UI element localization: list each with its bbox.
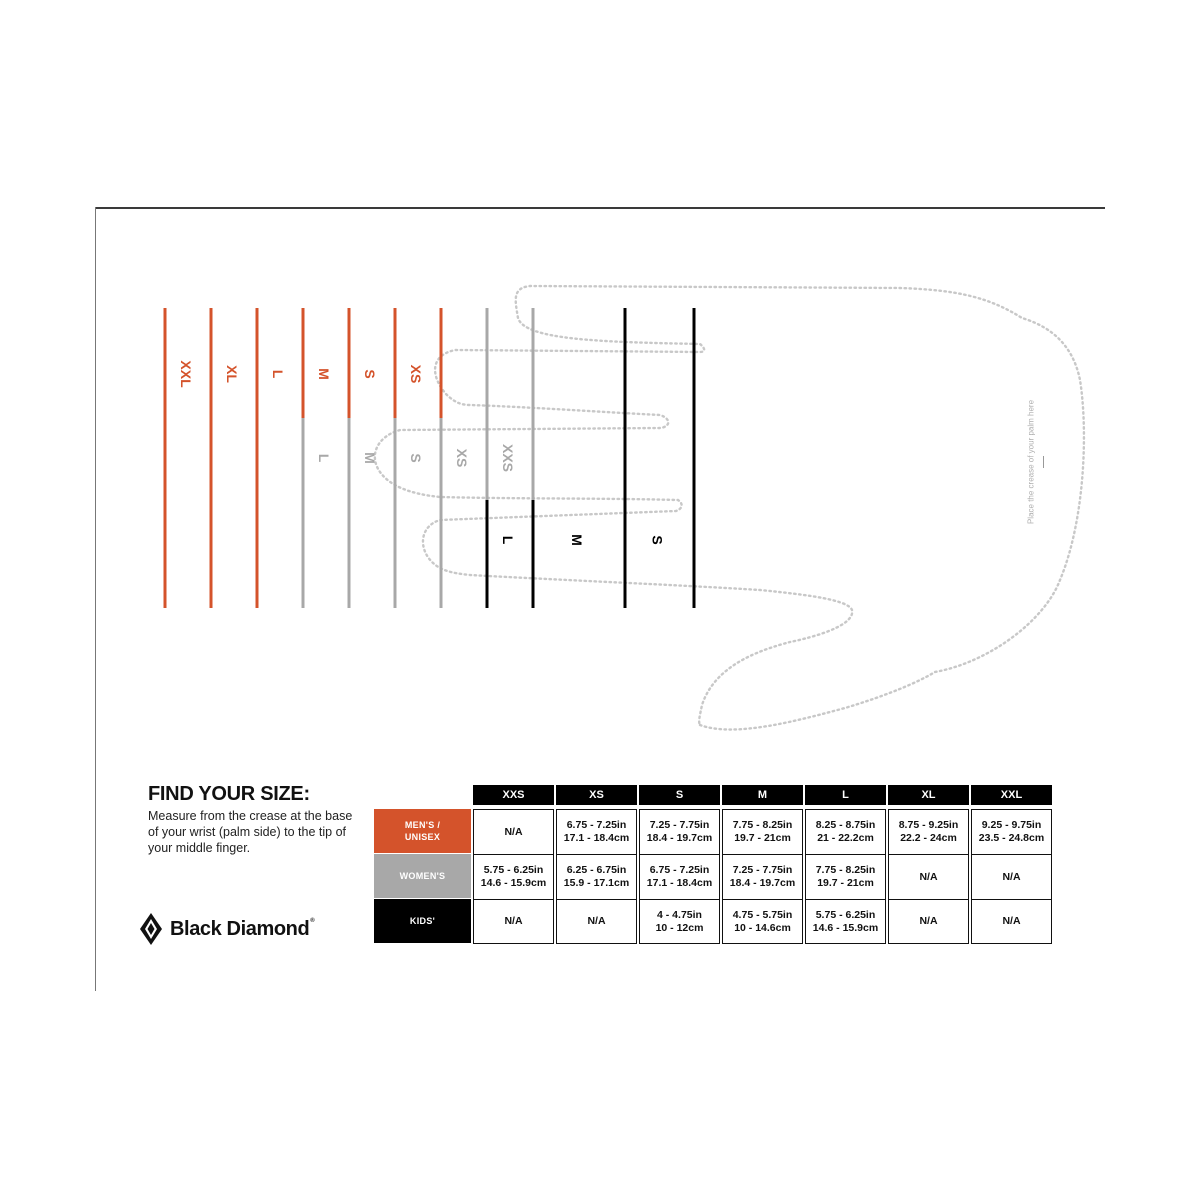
find-size-title: FIND YOUR SIZE: bbox=[148, 783, 310, 805]
cell-value: 18.4 - 19.7cm bbox=[646, 832, 713, 844]
black-size-label: M bbox=[569, 534, 585, 546]
table-cell bbox=[639, 854, 720, 899]
cell-value: 21 - 22.2cm bbox=[817, 832, 874, 844]
cell-value: 7.25 - 7.75in bbox=[649, 819, 710, 831]
cell-value: 18.4 - 19.7cm bbox=[729, 877, 796, 889]
orange-size-label: XS bbox=[408, 364, 424, 384]
row-label-line: UNISEX bbox=[404, 832, 441, 842]
table-cell bbox=[639, 899, 720, 944]
table-cell bbox=[971, 899, 1052, 944]
table-cell bbox=[888, 809, 969, 854]
cell-value: 4.75 - 5.75in bbox=[732, 908, 793, 921]
table-cell bbox=[473, 854, 554, 899]
row-label-line: MEN'S / bbox=[404, 820, 441, 830]
row-label bbox=[374, 854, 471, 899]
orange-size-label: M bbox=[316, 368, 332, 380]
size-chart-table bbox=[372, 785, 1054, 944]
gray-size-label: XXS bbox=[500, 443, 516, 473]
cell-value: 8.75 - 9.25in bbox=[898, 819, 959, 831]
brand-name: Black Diamond® bbox=[170, 917, 315, 940]
table-row bbox=[374, 809, 1052, 854]
orange-size-label: S bbox=[362, 369, 378, 379]
cell-value: 10 - 14.6cm bbox=[734, 921, 791, 934]
cell-value: 7.75 - 8.25in bbox=[732, 819, 793, 831]
cell-value: 4 - 4.75in bbox=[657, 908, 702, 921]
cell-value: N/A bbox=[1002, 915, 1021, 927]
cell-value: 8.25 - 8.75in bbox=[815, 819, 876, 831]
cell-value: 6.75 - 7.25in bbox=[566, 819, 627, 831]
gray-size-label: S bbox=[408, 453, 424, 463]
cell-value: 6.25 - 6.75in bbox=[566, 864, 627, 876]
orange-size-label: L bbox=[270, 369, 286, 379]
header-m: M bbox=[722, 785, 803, 809]
table-corner bbox=[374, 785, 471, 809]
table-cell bbox=[473, 809, 554, 854]
gray-size-label: XS bbox=[454, 448, 470, 468]
cell-value: 10 - 12cm bbox=[655, 921, 704, 934]
row-label-line: KIDS' bbox=[409, 916, 436, 926]
cell-value: 23.5 - 24.8cm bbox=[978, 832, 1045, 844]
black-size-label: S bbox=[649, 535, 666, 545]
gray-size-label: M bbox=[362, 452, 378, 464]
cell-value: 6.75 - 7.25in bbox=[649, 864, 710, 876]
cell-value: N/A bbox=[504, 825, 523, 838]
header-xxl: XXL bbox=[971, 785, 1052, 809]
table-cell bbox=[556, 809, 637, 854]
header-l: L bbox=[805, 785, 886, 809]
cell-value: 9.25 - 9.75in bbox=[981, 819, 1042, 831]
table-row bbox=[374, 899, 1052, 944]
diamond-logo-icon bbox=[140, 913, 162, 945]
header-xs: XS bbox=[556, 785, 637, 809]
orange-size-label: XXL bbox=[178, 360, 194, 388]
cell-value: 19.7 - 21cm bbox=[817, 877, 874, 889]
palm-crease-marker bbox=[1043, 456, 1044, 468]
cell-value: N/A bbox=[1002, 870, 1021, 883]
cell-value: 5.75 - 6.25in bbox=[483, 864, 544, 876]
cell-value: 14.6 - 15.9cm bbox=[812, 921, 879, 934]
gray-size-label: L bbox=[316, 453, 332, 463]
table-row bbox=[374, 854, 1052, 899]
cell-value: N/A bbox=[587, 915, 606, 927]
table-cell bbox=[805, 854, 886, 899]
cell-value: 14.6 - 15.9cm bbox=[480, 877, 547, 889]
row-label bbox=[374, 899, 471, 944]
table-cell bbox=[805, 809, 886, 854]
cell-value: N/A bbox=[919, 870, 938, 883]
table-header-row bbox=[374, 785, 1052, 809]
table-cell bbox=[888, 899, 969, 944]
cell-value: 7.25 - 7.75in bbox=[732, 864, 793, 876]
cell-value: 15.9 - 17.1cm bbox=[563, 877, 630, 889]
row-label bbox=[374, 809, 471, 854]
table-cell bbox=[473, 899, 554, 944]
table-cell bbox=[556, 899, 637, 944]
table-cell bbox=[805, 899, 886, 944]
orange-size-label: XL bbox=[224, 365, 240, 383]
table-cell bbox=[639, 809, 720, 854]
cell-value: 17.1 - 18.4cm bbox=[563, 832, 630, 844]
table-cell bbox=[971, 809, 1052, 854]
table-cell bbox=[722, 899, 803, 944]
table-cell bbox=[722, 854, 803, 899]
table-cell bbox=[888, 854, 969, 899]
cell-value: 5.75 - 6.25in bbox=[815, 908, 876, 921]
cell-value: 17.1 - 18.4cm bbox=[646, 877, 713, 889]
table-cell bbox=[722, 809, 803, 854]
cell-value: N/A bbox=[919, 915, 938, 927]
palm-crease-hint: Place the crease of your palm here bbox=[1026, 399, 1036, 525]
cell-value: 19.7 - 21cm bbox=[734, 832, 791, 844]
cell-value: 22.2 - 24cm bbox=[900, 832, 957, 844]
cell-value: 7.75 - 8.25in bbox=[815, 864, 876, 876]
cell-value: N/A bbox=[504, 915, 523, 927]
table-cell bbox=[971, 854, 1052, 899]
hand-outline bbox=[375, 286, 1084, 730]
brand-logo bbox=[140, 913, 314, 945]
find-size-description: Measure from the crease at the base of your wrist (palm side) to the tip of your middle finger. bbox=[148, 809, 353, 855]
table-cell bbox=[556, 854, 637, 899]
black-size-label: L bbox=[500, 535, 516, 545]
row-label-line: WOMEN'S bbox=[399, 871, 446, 881]
header-xl: XL bbox=[888, 785, 969, 809]
header-s: S bbox=[639, 785, 720, 809]
header-xxs: XXS bbox=[473, 785, 554, 809]
